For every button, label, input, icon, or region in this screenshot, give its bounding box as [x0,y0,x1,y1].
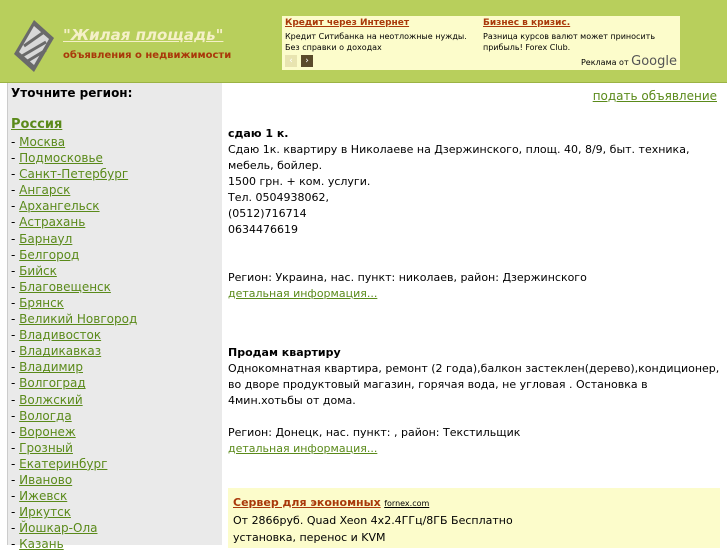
city-link[interactable]: Волжский [19,392,83,407]
city-link[interactable]: Архангельск [19,199,100,214]
region-country-link[interactable]: Россия [11,117,63,132]
promo-domain-link[interactable]: fornex.com [384,499,430,508]
city-list-item: - Иваново [11,472,73,487]
city-list-item: - Ижевск [11,489,68,504]
city-link[interactable]: Иваново [19,472,73,487]
promo-title-link[interactable]: Сервер для экономных [233,496,381,509]
listing-text: Тел. 0504938062, [228,191,329,204]
google-logo: Google [631,54,677,69]
listing-details-link[interactable]: детальная информация... [228,442,378,455]
city-list-item: - Вологда [11,408,72,423]
listing-title: сдаю 1 к. [228,127,289,140]
city-list-item: - Йошкар-Ола [11,521,98,536]
ad-prev-button[interactable]: ‹ [285,55,297,67]
city-list-item: - Бийск [11,263,57,278]
city-list-item: - Волжский [11,392,83,407]
city-list-item: - Белгород [11,247,80,262]
city-list-item: - Воронеж [11,424,76,439]
ad-banner [282,16,680,70]
promo-text: установка, перенос и KVM [233,531,386,544]
listing-region: Регион: Донецк, нас. пункт: , район: Текстильщик [228,426,521,439]
building-logo-icon[interactable] [12,18,56,74]
listing-item [228,126,722,302]
city-link[interactable]: Подмосковье [19,151,103,166]
post-ad-link[interactable]: подать объявление [592,89,717,103]
promo-text: От 2866руб. Quad Xeon 4x2.4ГГц/8ГБ Бесплатно [233,514,513,527]
city-list-item: - Казань [11,537,64,552]
ad-item[interactable] [285,18,475,53]
city-list-item: - Екатеринбург [11,456,108,471]
listing-text: 0634476619 [228,223,298,236]
city-list-item: - Владимир [11,360,83,375]
ad-text: Кредит Ситибанка на неотложные нужды. Без справки о доходах [285,32,467,52]
city-link[interactable]: Грозный [19,440,73,455]
city-link[interactable]: Белгород [19,247,80,262]
listing-text: Однокомнатная квартира, ремонт (2 года),балкон застеклен(дерево),кондиционер, во дворе продуктовый магазин, горячая вода, не угловая . Остановка в 4мин.хотьбы от дома. [228,362,720,407]
city-list-item: - Благовещенск [11,279,111,294]
listing-details-link[interactable]: детальная информация... [228,287,378,300]
city-list [11,134,137,552]
city-link[interactable]: Бийск [19,263,57,278]
city-list-item: - Астрахань [11,215,86,230]
listing-item [228,345,722,457]
city-link[interactable]: Волгоград [19,376,86,391]
ad-next-button[interactable]: › [301,55,313,67]
city-list-item: - Иркутск [11,505,71,520]
site-header [0,0,727,83]
city-link[interactable]: Йошкар-Ола [19,521,98,536]
city-link[interactable]: Благовещенск [19,279,111,294]
city-list-item: - Брянск [11,295,64,310]
region-sidebar [7,83,223,552]
listing-text: Сдаю 1к. квартиру в Николаеве на Дзержинского, площ. 40, 8/9, быт. техника, мебель, бойлер. [228,143,690,172]
ad-text: Разница курсов валют может приносить прибыль! Forex Club. [483,32,656,52]
city-list-item: - Подмосковье [11,151,103,166]
city-link[interactable]: Астрахань [19,215,86,230]
city-link[interactable]: Владикавказ [19,344,102,359]
ad-item[interactable] [483,18,673,53]
city-link[interactable]: Казань [19,537,64,552]
city-link[interactable]: Екатеринбург [19,456,108,471]
ads-by-label: Реклама от [580,58,629,67]
site-subtitle: объявления о недвижимости [63,50,232,61]
city-link[interactable]: Великий Новгород [19,312,138,327]
listing-text: (0512)716714 [228,207,307,220]
city-list-item: - Владивосток [11,328,102,343]
ad-title-link[interactable]: Кредит через Интернет [285,18,410,28]
sidebar-heading: Уточните регион: [11,86,133,100]
ad-title-link[interactable]: Бизнес в кризис. [483,18,571,28]
promo-ad [228,488,720,548]
city-link[interactable]: Владимир [19,360,83,375]
city-list-item: - Волгоград [11,376,86,391]
listing-title: Продам квартиру [228,346,341,359]
city-link[interactable]: Ангарск [19,183,71,198]
city-list-item: - Ангарск [11,183,71,198]
city-link[interactable]: Брянск [19,295,64,310]
city-list-item: - Грозный [11,440,73,455]
city-list-item: - Санкт-Петербург [11,167,129,182]
site-title-link[interactable]: "Жилая площадь" [63,26,224,44]
listing-region: Регион: Украина, нас. пункт: николаев, район: Дзержинского [228,271,587,284]
listing-text: 1500 грн. + ком. услуги. [228,175,371,188]
city-link[interactable]: Санкт-Петербург [19,167,129,182]
city-list-item: - Москва [11,135,66,149]
city-link[interactable]: Москва [19,135,66,149]
city-link[interactable]: Ижевск [19,489,68,504]
city-list-item: - Великий Новгород [11,312,138,327]
city-list-item: - Архангельск [11,199,100,214]
ads-by-google-link[interactable] [581,54,677,69]
city-link[interactable]: Владивосток [19,328,102,343]
city-list-item: - Барнаул [11,231,73,246]
main-content [222,83,727,545]
city-list-item: - Владикавказ [11,344,102,359]
city-link[interactable]: Иркутск [19,505,71,520]
city-link[interactable]: Воронеж [19,424,76,439]
city-link[interactable]: Барнаул [19,231,73,246]
city-link[interactable]: Вологда [19,408,72,423]
